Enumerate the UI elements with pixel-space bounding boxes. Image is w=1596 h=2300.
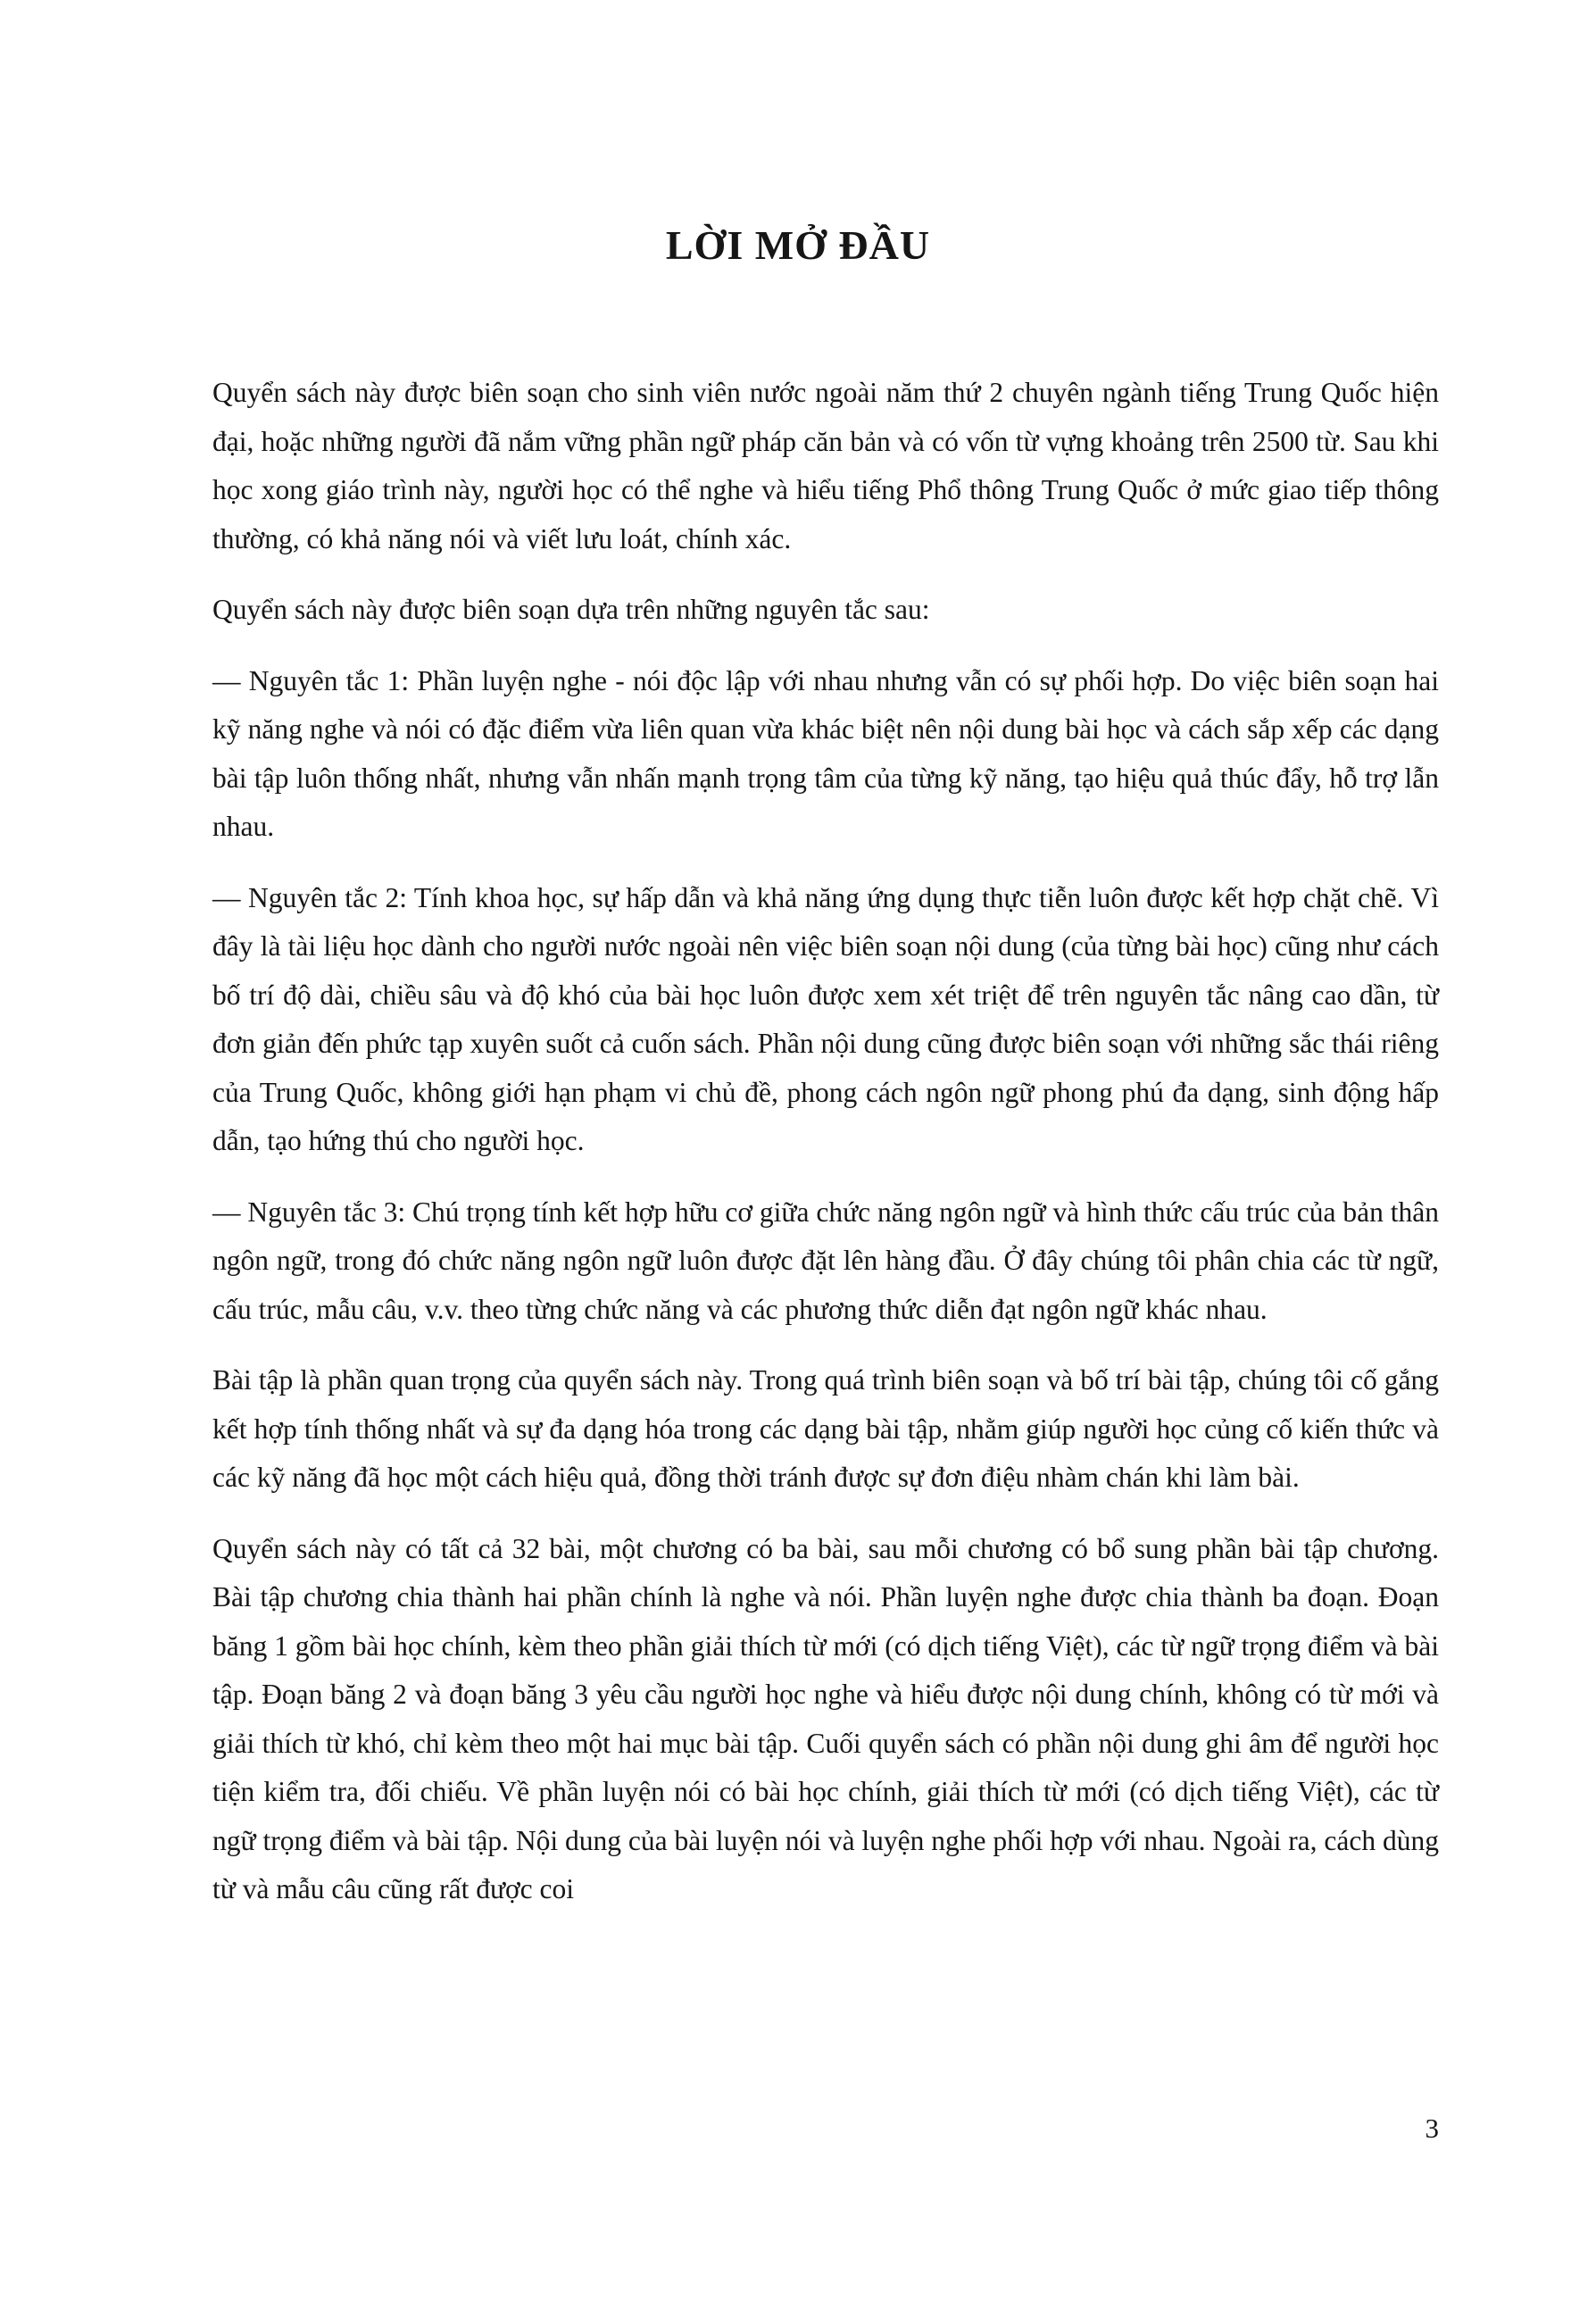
paragraph-principle-3: — Nguyên tắc 3: Chú trọng tính kết hợp hữu cơ giữa chức năng ngôn ngữ và hình thức cấu trúc của bản thân ngôn ngữ, trong đó chức năng ngôn ngữ luôn được đặt lên hàng đầu. Ở đây chúng tôi phân chia các từ ngữ, cấu trúc, mẫu câu, v.v. theo từng chức năng và các phương thức diễn đạt ngôn ngữ khác nhau. bbox=[212, 1196, 1439, 1325]
paragraph-intro: Quyển sách này được biên soạn cho sinh viên nước ngoài năm thứ 2 chuyên ngành tiếng Trung Quốc hiện đại, hoặc những người đã nắm vững phần ngữ pháp căn bản và có vốn từ vựng khoảng trên 2500 từ. Sau khi học xong giáo trình này, người học có thể nghe và hiểu tiếng Phổ thông Trung Quốc ở mức giao tiếp thông thường, có khả năng nói và viết lưu loát, chính xác. bbox=[212, 377, 1439, 554]
page-title: LỜI MỞ ĐẦU bbox=[665, 222, 931, 268]
paragraph-structure: Quyển sách này có tất cả 32 bài, một chương có ba bài, sau mỗi chương có bổ sung phần bài tập chương. Bài tập chương chia thành hai phần chính là nghe và nói. Phần luyện nghe được chia thành ba đoạn. Đoạn băng 1 gồm bài học chính, kèm theo phần giải thích từ mới (có dịch tiếng Việt), các từ ngữ trọng điểm và bài tập. Đoạn băng 2 và đoạn băng 3 yêu cầu người học nghe và hiểu được nội dung chính, không có từ mới và giải thích từ khó, chỉ kèm theo một hai mục bài tập. Cuối quyển sách có phần nội dung ghi âm để người học tiện kiểm tra, đối chiếu. Về phần luyện nói có bài học chính, giải thích từ mới (có dịch tiếng Việt), các từ ngữ trọng điểm và bài tập. Nội dung của bài luyện nói và luyện nghe phối hợp với nhau. Ngoài ra, cách dùng từ và mẫu câu cũng rất được coi bbox=[212, 1532, 1439, 1904]
paragraph-principle-2: — Nguyên tắc 2: Tính khoa học, sự hấp dẫn và khả năng ứng dụng thực tiễn luôn được kết hợp chặt chẽ. Vì đây là tài liệu học dành cho người nước ngoài nên việc biên soạn nội dung (của từng bài học) cũng như cách bố trí độ dài, chiều sâu và độ khó của bài học luôn được xem xét triệt để trên nguyên tắc nâng cao dần, từ đơn giản đến phức tạp xuyên suốt cả cuốn sách. Phần nội dung cũng được biên soạn với những sắc thái riêng của Trung Quốc, không giới hạn phạm vi chủ đề, phong cách ngôn ngữ phong phú đa dạng, sinh động hấp dẫn, tạo hứng thú cho người học. bbox=[212, 881, 1439, 1156]
paragraph-principle-1: — Nguyên tắc 1: Phần luyện nghe - nói độc lập với nhau nhưng vẫn có sự phối hợp. Do việc biên soạn hai kỹ năng nghe và nói có đặc điểm vừa liên quan vừa khác biệt nên nội dung bài học và cách sắp xếp các dạng bài tập luôn thống nhất, nhưng vẫn nhấn mạnh trọng tâm của từng kỹ năng, tạo hiệu quả thúc đẩy, hỗ trợ lẫn nhau. bbox=[212, 664, 1439, 842]
page-number: 3 bbox=[1425, 2112, 1439, 2144]
paragraph-exercises: Bài tập là phần quan trọng của quyển sách này. Trong quá trình biên soạn và bố trí bài tập, chúng tôi cố gắng kết hợp tính thống nhất và sự đa dạng hóa trong các dạng bài tập, nhằm giúp người học củng cố kiến thức và các kỹ năng đã học một cách hiệu quả, đồng thời tránh được sự đơn điệu nhàm chán khi làm bài. bbox=[212, 1364, 1439, 1493]
body-text bbox=[212, 369, 1439, 1914]
paragraph-principles-intro: Quyển sách này được biên soạn dựa trên những nguyên tắc sau: bbox=[212, 594, 930, 625]
